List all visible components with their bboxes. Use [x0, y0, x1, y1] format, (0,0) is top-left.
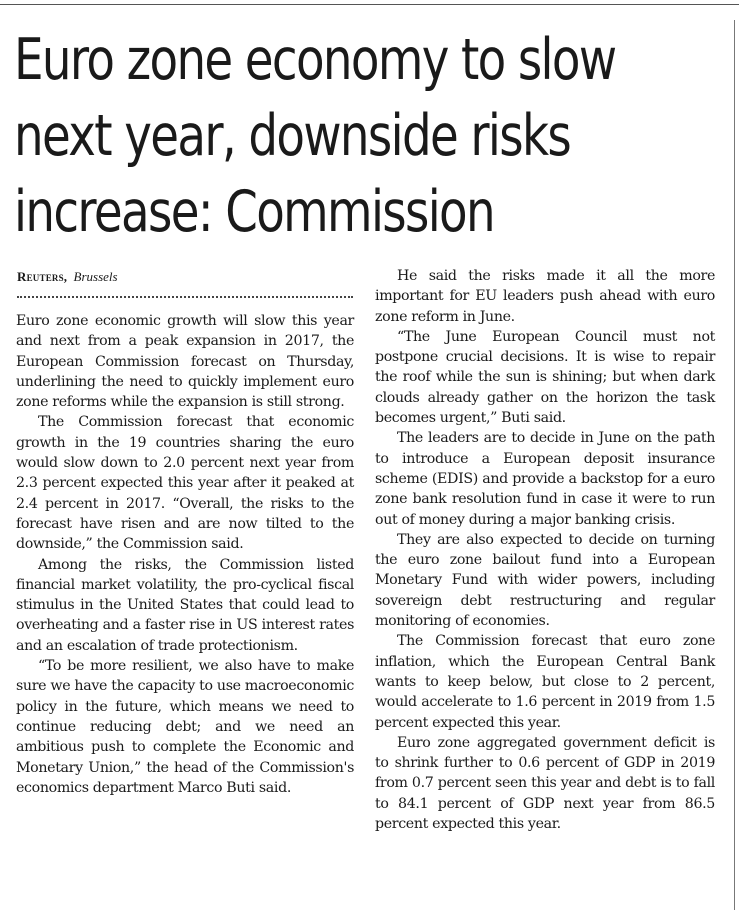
right-border-rule	[734, 20, 735, 910]
headline-line-2: next year, downside risks	[14, 103, 571, 169]
paragraph: The Commission forecast that euro zone inflation, which the European Central Bank wants to keep below, but close to 2 percent, would accelerate to 1.6 percent in 2019 from 1.5 percent expected this year.	[375, 633, 715, 731]
headline	[14, 22, 616, 250]
article-column-right	[375, 266, 715, 834]
paragraph: They are also expected to decide on turning the euro zone bailout fund into a European Monetary Fund with wider powers, including sovereign debt restructuring and regular monitoring of economies.	[375, 531, 715, 630]
paragraph: The Commission forecast that economic growth in the 19 countries sharing the euro would slow down to 2.0 percent next year from 2.3 percent expected this year after it peaked at 2.4 percent in 2017. “Overall, the risks to the forecast have risen and are now tilted to the downside,” the Commission said.	[16, 414, 354, 553]
paragraph: Euro zone economic growth will slow this year and next from a peak expansion in 2017, the European Commission forecast on Thursday, underlining the need to quickly implement euro zone reforms while the expansion is still strong.	[16, 313, 354, 411]
paragraph: The leaders are to decide in June on the path to introduce a European deposit insurance scheme (EDIS) and provide a backstop for a euro zone bank resolution fund in case it were to run out of money during a major banking crisis.	[375, 430, 715, 528]
paragraph: He said the risks made it all the more important for EU leaders push ahead with euro zone reform in June.	[375, 268, 715, 325]
byline-agency: Reuters,	[17, 269, 68, 284]
paragraph: Euro zone aggregated government deficit is to shrink further to 0.6 percent of GDP in 2019 from 0.7 percent seen this year and debt is to fall to 84.1 percent of GDP next year from 86.5 percent expected this year.	[375, 734, 715, 833]
byline	[17, 269, 118, 285]
byline-dotted-separator	[17, 296, 353, 298]
headline-line-1: Euro zone economy to slow	[14, 27, 616, 93]
paragraph: “The June European Council must not postpone crucial decisions. It is wise to repair the roof while the sun is shining; but when dark clouds already gather on the horizon the task becomes urgent,” Buti said.	[375, 328, 715, 427]
headline-line-3: increase: Commission	[14, 179, 494, 245]
paragraph: Among the risks, the Commission listed financial market volatility, the pro-cyclical fiscal stimulus in the United States that could lead to overheating and a faster rise in US interest rates and an escalation of trade protectionism.	[16, 556, 354, 654]
paragraph: “To be more resilient, we also have to make sure we have the capacity to use macroeconomic policy in the future, which means we need to continue reducing debt; and we need an ambitious push to complete the Economic and Monetary Union,” the head of the Commission's economics department Marco Buti said.	[16, 658, 354, 796]
article-column-left	[16, 311, 354, 798]
byline-location: Brussels	[73, 269, 118, 284]
top-border-rule	[0, 4, 739, 5]
